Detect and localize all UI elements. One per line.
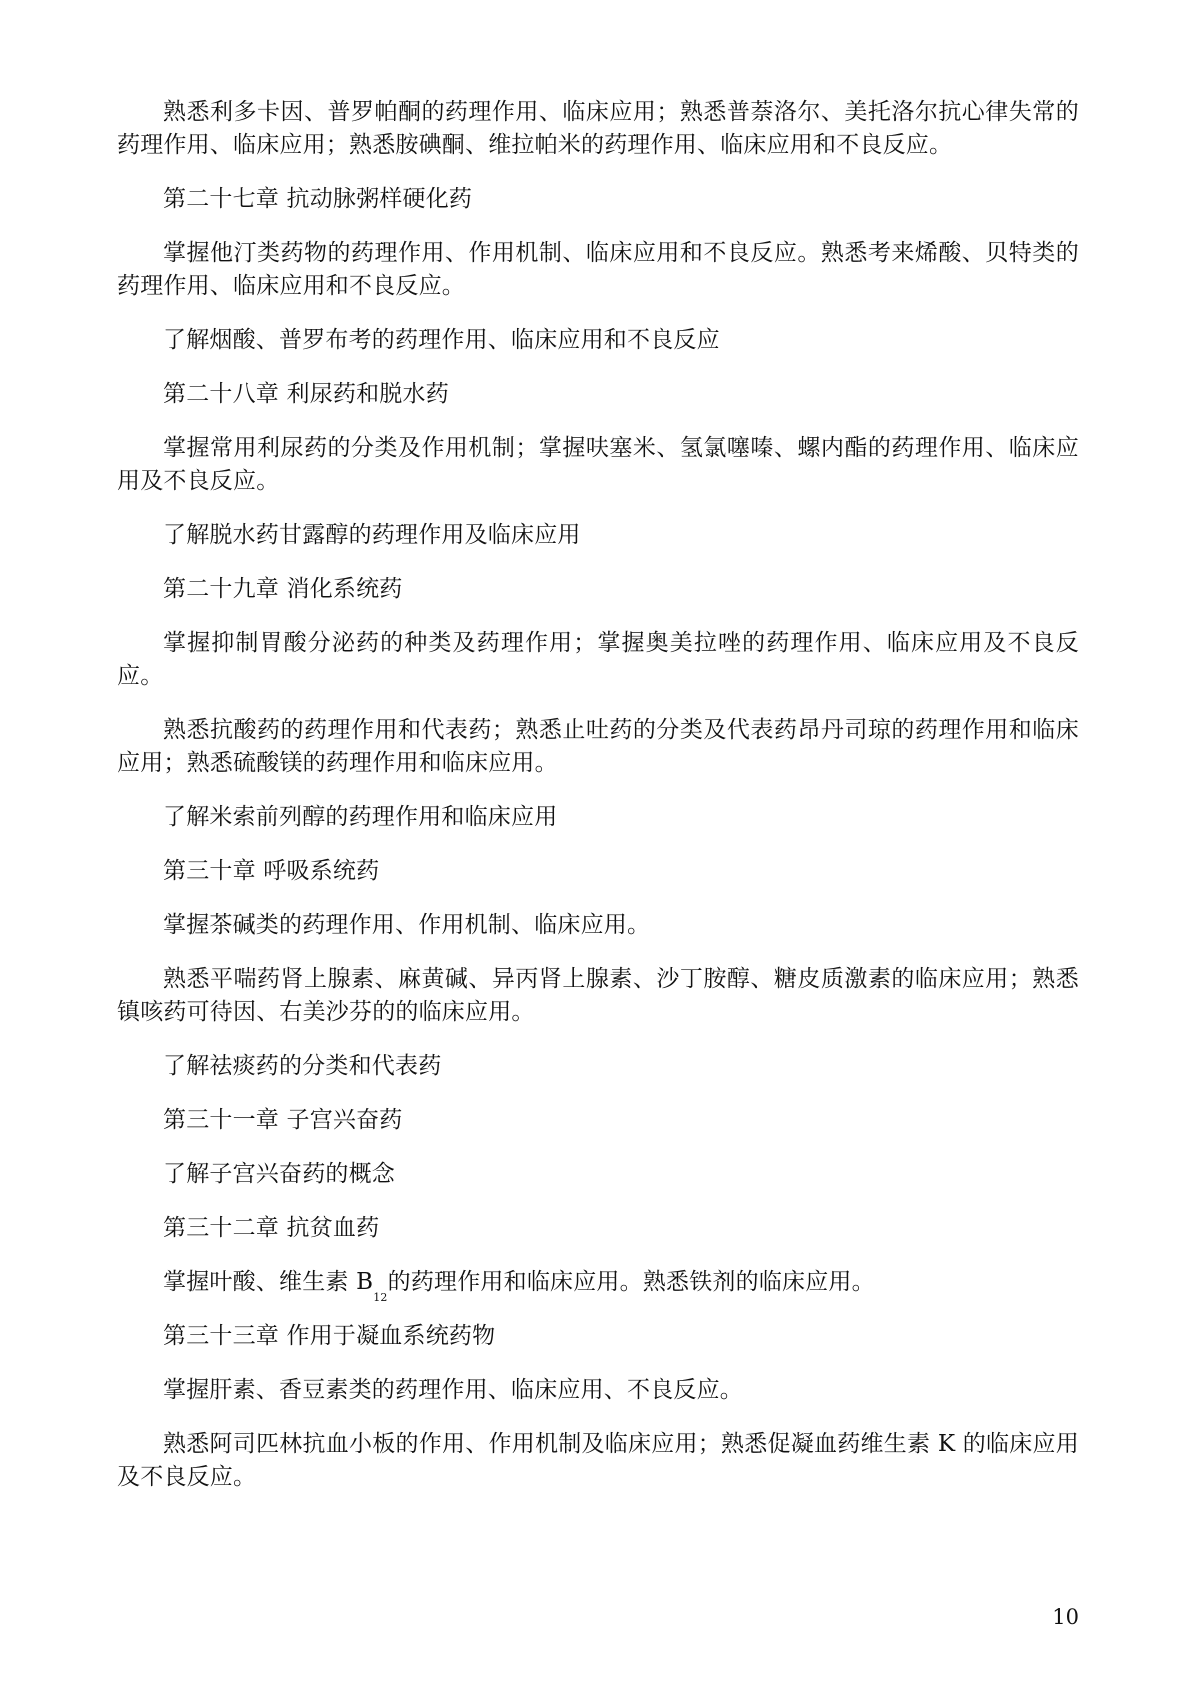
vitamin-paragraph <box>117 1266 1079 1304</box>
chapter-heading: 第二十八章 利尿药和脱水药 <box>163 381 449 407</box>
paragraph: 熟悉阿司匹林抗血小板的作用、作用机制及临床应用；熟悉促凝血药维生素 K 的临床应用及不良反应。 <box>117 1431 1079 1490</box>
chapter-heading: 第三十三章 作用于凝血系统药物 <box>163 1323 496 1349</box>
vitamin-text-before: 掌握叶酸、维生素 B <box>163 1269 374 1295</box>
paragraph: 熟悉平喘药肾上腺素、麻黄碱、异丙肾上腺素、沙丁胺醇、糖皮质激素的临床应用；熟悉镇咳药可待因、右美沙芬的的临床应用。 <box>117 966 1079 1025</box>
chapter-heading: 第二十九章 消化系统药 <box>163 576 403 602</box>
paragraph: 掌握茶碱类的药理作用、作用机制、临床应用。 <box>163 912 651 938</box>
paragraph: 掌握常用利尿药的分类及作用机制；掌握呋塞米、氢氯噻嗪、螺内酯的药理作用、临床应用及不良反应。 <box>117 435 1079 494</box>
chapter-heading: 第二十七章 抗动脉粥样硬化药 <box>163 186 473 212</box>
paragraph: 了解祛痰药的分类和代表药 <box>163 1053 442 1079</box>
paragraph: 熟悉利多卡因、普罗帕酮的药理作用、临床应用；熟悉普萘洛尔、美托洛尔抗心律失常的药理作用、临床应用；熟悉胺碘酮、维拉帕米的药理作用、临床应用和不良反应。 <box>117 99 1079 158</box>
chapter-heading: 第三十二章 抗贫血药 <box>163 1215 380 1241</box>
paragraph: 了解米索前列醇的药理作用和临床应用 <box>163 804 558 830</box>
paragraph: 熟悉抗酸药的药理作用和代表药；熟悉止吐药的分类及代表药昂丹司琼的药理作用和临床应用；熟悉硫酸镁的药理作用和临床应用。 <box>117 717 1079 776</box>
paragraph: 掌握他汀类药物的药理作用、作用机制、临床应用和不良反应。熟悉考来烯酸、贝特类的药理作用、临床应用和不良反应。 <box>117 240 1079 299</box>
vitamin-text-after: 的药理作用和临床应用。熟悉铁剂的临床应用。 <box>387 1269 875 1295</box>
chapter-heading: 第三十章 呼吸系统药 <box>163 858 380 884</box>
paragraph: 了解脱水药甘露醇的药理作用及临床应用 <box>163 522 581 548</box>
paragraph: 掌握抑制胃酸分泌药的种类及药理作用；掌握奥美拉唑的药理作用、临床应用及不良反应。 <box>117 630 1079 689</box>
vitamin-subscript: 12 <box>373 1290 388 1304</box>
document-body <box>117 96 1079 1515</box>
paragraph: 了解烟酸、普罗布考的药理作用、临床应用和不良反应 <box>163 327 720 353</box>
paragraph: 掌握肝素、香豆素类的药理作用、临床应用、不良反应。 <box>163 1377 743 1403</box>
page-number: 10 <box>1052 1605 1079 1629</box>
paragraph: 了解子宫兴奋药的概念 <box>163 1161 395 1187</box>
chapter-heading: 第三十一章 子宫兴奋药 <box>163 1107 403 1133</box>
